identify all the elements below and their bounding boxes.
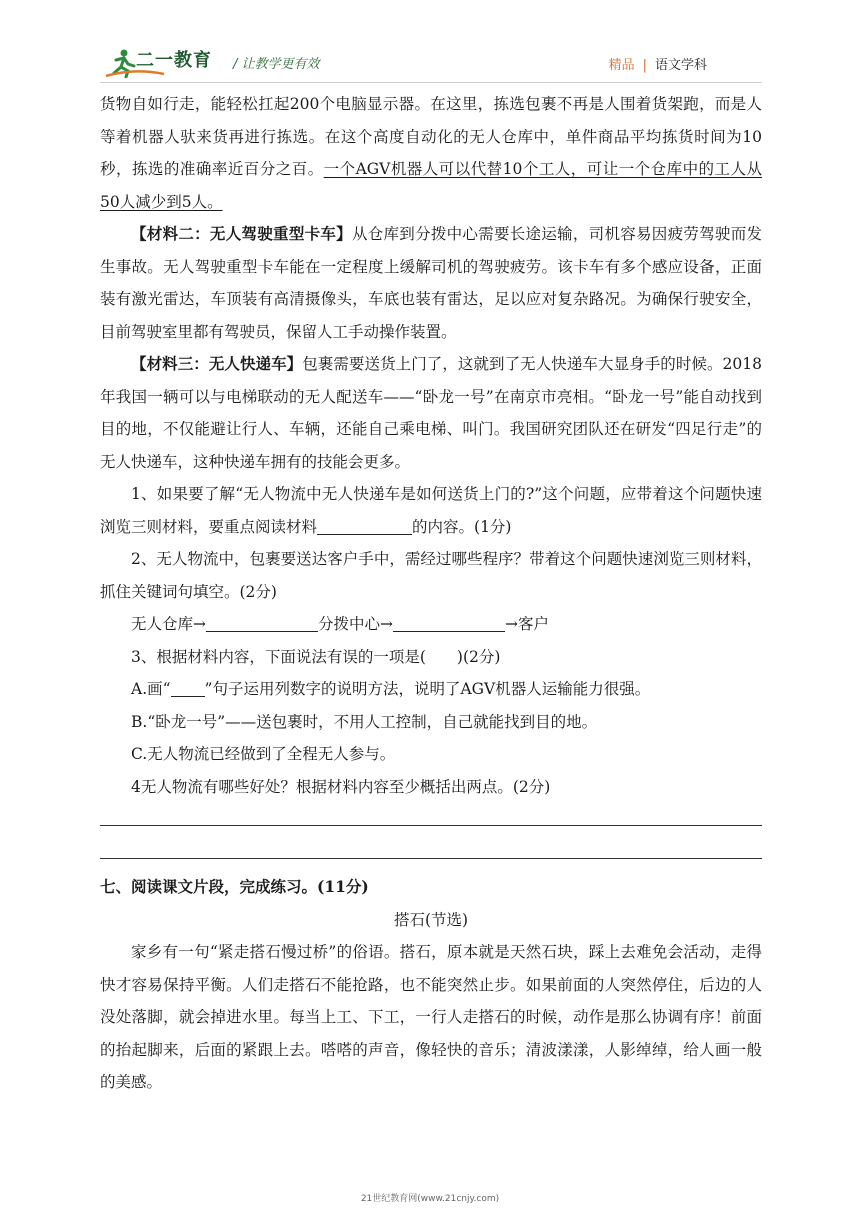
page-footer: 21世纪教育网(www.21cnjy.com) bbox=[360, 1194, 500, 1204]
question-1-text: 1、如果要了解“无人物流中无人快递车是如何送货上门的?”这个问题，应带着这个问题快速浏览三则材料，要重点阅读材料 bbox=[100, 485, 762, 536]
question-2-flow bbox=[100, 608, 762, 641]
document-body bbox=[100, 88, 762, 1099]
tag-separator: | bbox=[642, 58, 647, 73]
question-3: 3、根据材料内容，下面说法有误的一项是( )(2分) bbox=[131, 647, 501, 666]
material3-body: 包裹需要送货上门了，这就到了无人快递车大显身手的时候。2018年我国一辆可以与电梯联动的无人配送车——“卧龙一号”在南京市亮相。“卧龙一号”能自动找到目的地，不仅能避让行人、车辆，还能自己乘电梯、叫门。我国研究团队还在研发“四足行走”的无人快递车，这种快递车拥有的技能会更多。 bbox=[100, 355, 762, 471]
material1-underlined-sentence: 一个AGV机器人可以代替10个工人，可让一个仓库中的工人从50人减少到5人。 bbox=[100, 160, 762, 211]
passage-title: 搭石(节选) bbox=[393, 910, 469, 929]
material3-title: 【材料三：无人快递车】 bbox=[131, 354, 303, 373]
brand-name: 二一教育 bbox=[136, 50, 212, 71]
answer-blank[interactable] bbox=[317, 518, 412, 535]
subject-tags bbox=[609, 54, 707, 73]
question-1-suffix: 的内容。(1分) bbox=[412, 517, 512, 536]
option-c: C.无人物流已经做到了全程无人参与。 bbox=[131, 745, 396, 763]
material1-text: 货物自如行走，能轻松扛起200个电脑显示器。在这里，拣选包裹不再是人围着货架跑，而是人等着机器人驮来货再进行拣选。在这个高度自动化的无人仓库中，单件商品平均拣货时间为10秒，拣选的准确率近百分之百。 bbox=[100, 95, 762, 178]
header-divider bbox=[100, 82, 762, 83]
tag-premium: 精品 bbox=[608, 58, 635, 73]
option-a-text: A.画“ bbox=[131, 680, 171, 698]
material3-paragraph bbox=[100, 348, 762, 478]
option-a bbox=[100, 673, 762, 706]
answer-blank[interactable] bbox=[206, 616, 318, 633]
flow-step-warehouse: 无人仓库→ bbox=[131, 615, 206, 633]
flow-step-customer: →客户 bbox=[505, 615, 549, 633]
flow-step-hub: 分拨中心→ bbox=[318, 615, 393, 633]
question-1 bbox=[100, 478, 762, 543]
option-b: B.“卧龙一号”——送包裹时，不用人工控制，自己就能找到目的地。 bbox=[131, 712, 598, 731]
question-4: 4无人物流有哪些好处？根据材料内容至少概括出两点。(2分) bbox=[131, 777, 551, 796]
section-7-heading: 七、阅读课文片段，完成练习。(11分) bbox=[100, 877, 369, 896]
material2-body: 从仓库到分拨中心需要长途运输，司机容易因疲劳驾驶而发生事故。无人驾驶重型卡车能在一定程度上缓解司机的驾驶疲劳。该卡车有多个感应设备，正面装有激光雷达，车顶装有高清摄像头，车底也装有雷达，足以应对复杂路况。为确保行驶安全，目前驾驶室里都有驾驶员，保留人工手动操作装置。 bbox=[100, 225, 762, 341]
tag-subject: 语文学科 bbox=[654, 58, 707, 73]
answer-blank[interactable] bbox=[171, 681, 205, 698]
answer-blank[interactable] bbox=[393, 616, 505, 633]
passage-body: 家乡有一句“紧走搭石慢过桥”的俗语。搭石，原本就是天然石块，踩上去难免会活动，走得快才容易保持平衡。人们走搭石不能抢路，也不能突然止步。如果前面的人突然停住，后边的人没处落脚，就会掉进水里。每当上工、下工，一行人走搭石的时候，动作是那么协调有序！前面的抬起脚来，后面的紧跟上去。嗒嗒的声音，像轻快的音乐；清波漾漾，人影绰绰，给人画一般的美感。 bbox=[100, 943, 762, 1091]
brand-slogan: / 让教学更有效 bbox=[233, 57, 320, 72]
question-2: 2、无人物流中，包裹要送达客户手中，需经过哪些程序？带着这个问题快速浏览三则材料，抓住关键词句填空。(2分) bbox=[100, 550, 762, 601]
material1-continuation bbox=[100, 88, 762, 218]
page-header bbox=[100, 42, 762, 82]
option-a-suffix: ”句子运用列数字的说明方法，说明了AGV机器人运输能力很强。 bbox=[204, 680, 651, 698]
material2-title: 【材料二：无人驾驶重型卡车】 bbox=[131, 224, 352, 243]
material2-paragraph bbox=[100, 218, 762, 348]
